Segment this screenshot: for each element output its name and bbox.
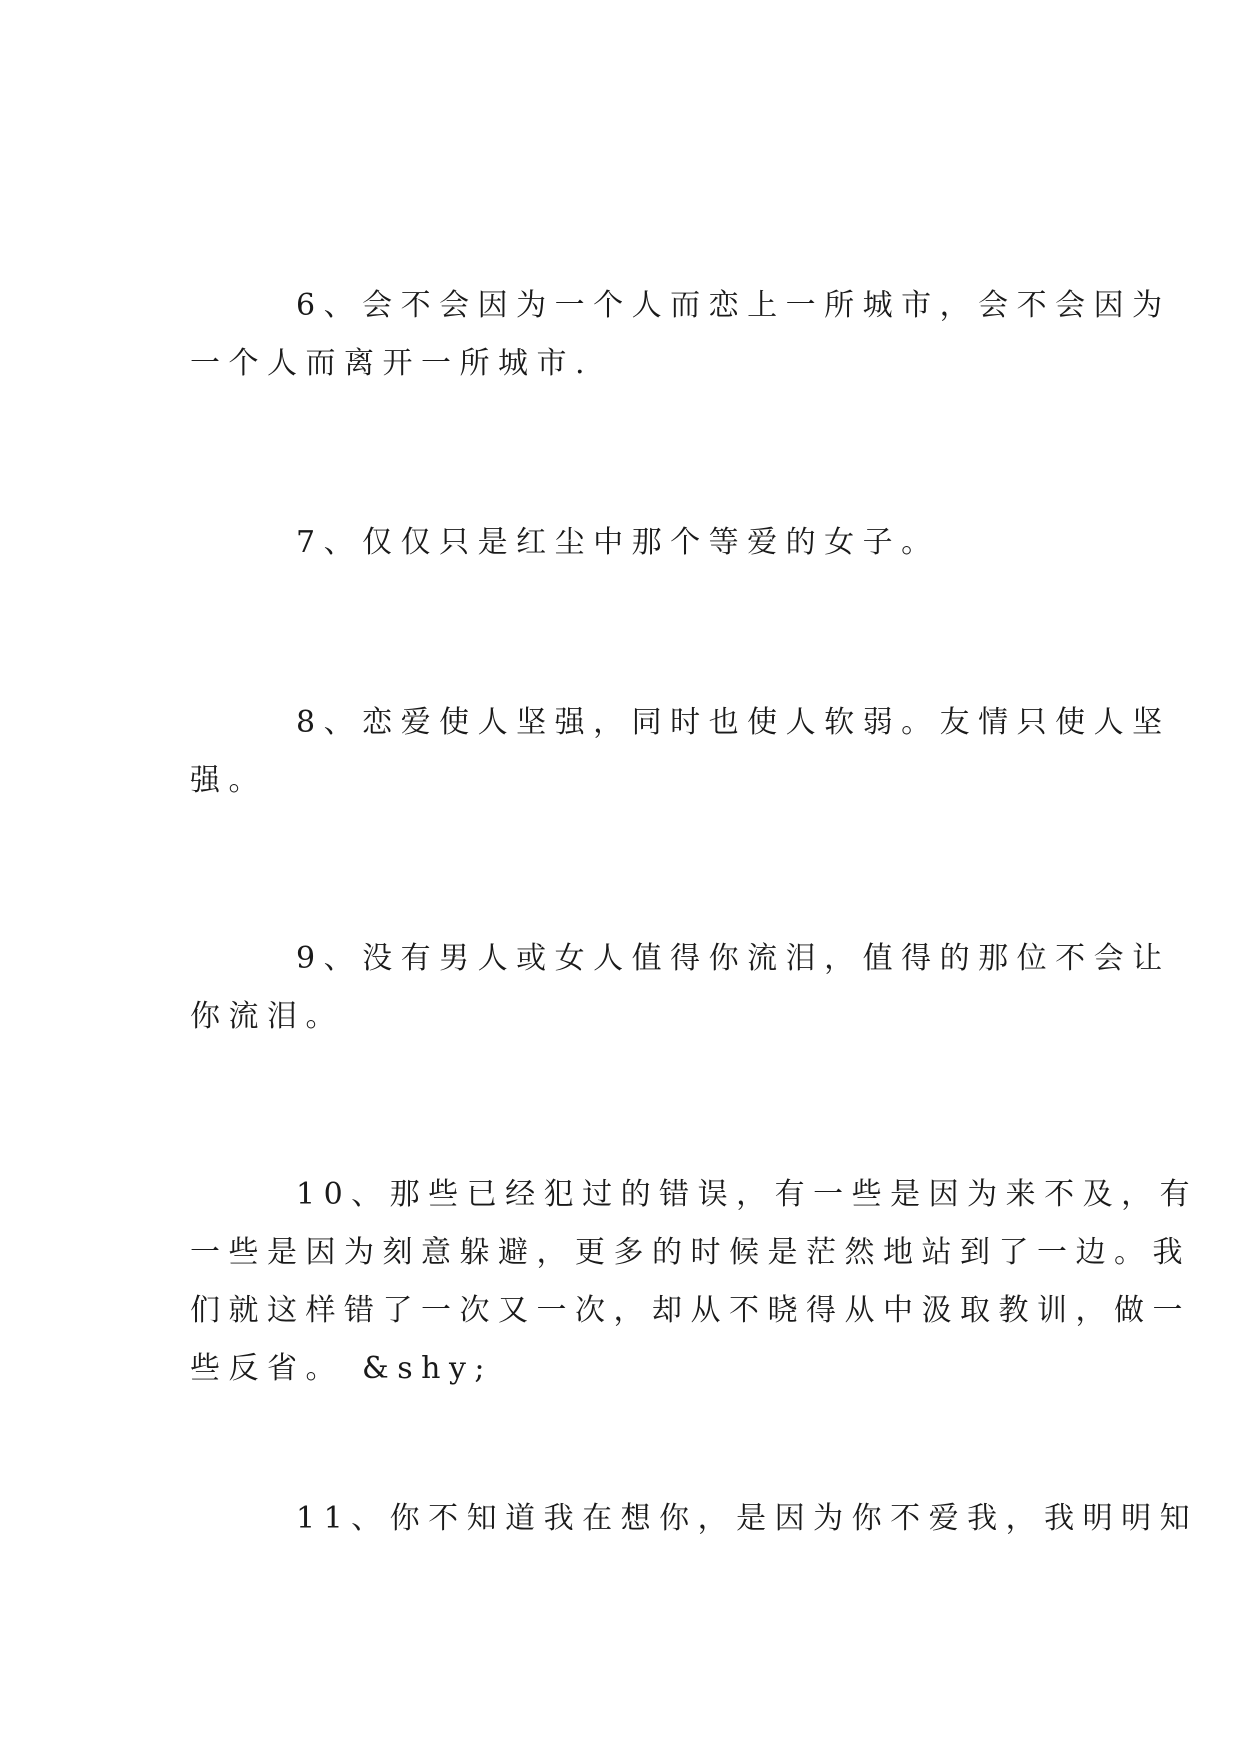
paragraph-line: 们就这样错了一次又一次，却从不晓得从中汲取教训，做一 — [190, 1293, 1191, 1328]
paragraph-line: 强。 — [190, 763, 267, 798]
paragraph-8 — [190, 694, 1171, 810]
paragraph-10 — [190, 1166, 1199, 1398]
paragraph-line: 6、会不会因为一个人而恋上一所城市，会不会因为 — [296, 288, 1171, 323]
paragraph-line: 10、那些已经犯过的错误，有一些是因为来不及，有 — [296, 1177, 1199, 1212]
paragraph-line: 些反省。 &shy; — [190, 1351, 494, 1386]
paragraph-line: 9、没有男人或女人值得你流泪，值得的那位不会让 — [296, 941, 1171, 976]
paragraph-line: 你流泪。 — [190, 999, 344, 1034]
paragraph-line: 8、恋爱使人坚强，同时也使人软弱。友情只使人坚 — [296, 705, 1171, 740]
paragraph-line: 7、仅仅只是红尘中那个等爱的女子。 — [296, 525, 940, 560]
paragraph-line: 一个人而离开一所城市. — [190, 346, 594, 381]
paragraph-9 — [190, 930, 1171, 1046]
paragraph-7 — [190, 514, 1056, 572]
paragraph-11 — [190, 1490, 1199, 1548]
paragraph-line: 11、你不知道我在想你，是因为你不爱我，我明明知 — [296, 1501, 1199, 1536]
paragraph-line: 一些是因为刻意躲避，更多的时候是茫然地站到了一边。我 — [190, 1235, 1191, 1270]
paragraph-6 — [190, 277, 1171, 393]
